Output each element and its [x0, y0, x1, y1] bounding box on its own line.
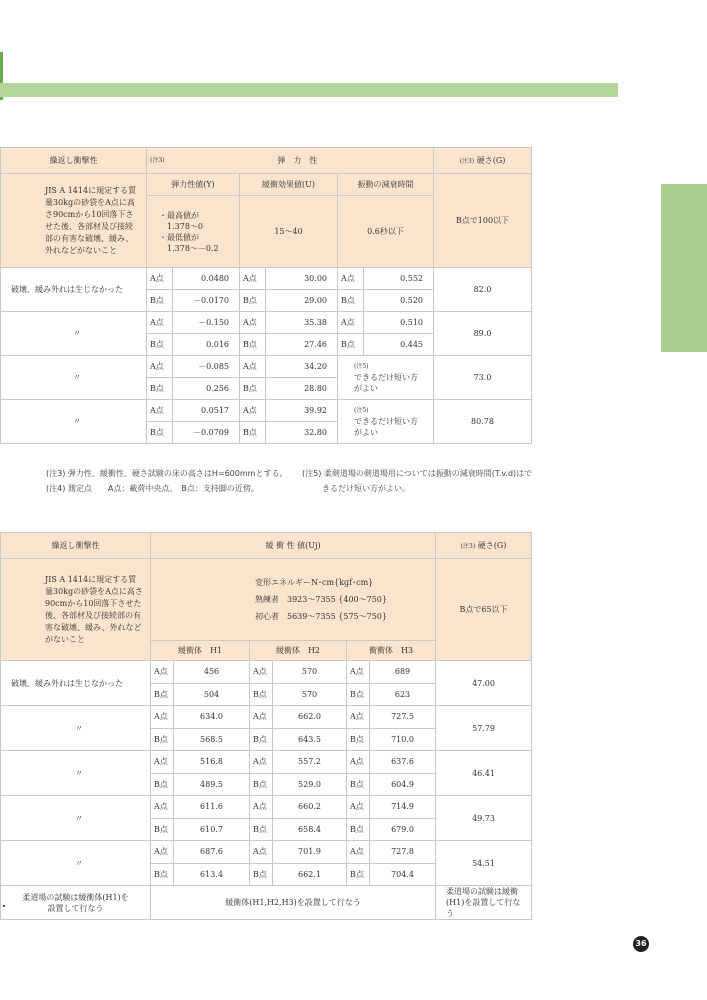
value-h1-b: 613.4: [174, 863, 250, 886]
header-cushion-uj: 緩 衝 性 値(Uj): [151, 533, 436, 559]
value-h1-b: 504: [174, 683, 250, 706]
value-u-a: 30.00: [266, 268, 338, 290]
header-repeat-impact-2: 繰返し衝撃性: [1, 533, 151, 559]
value-decay-a: 0.510: [364, 312, 434, 334]
point-label-b: B点: [151, 728, 174, 751]
value-h2-a: 662.0: [273, 706, 347, 729]
point-label-b: B点: [347, 773, 370, 796]
point-label-b: B点: [147, 290, 173, 312]
repeat-result: 〃: [1, 312, 147, 356]
hardness-value: 89.0: [434, 312, 532, 356]
margin-dot: [3, 905, 5, 907]
value-u-b: 32.80: [266, 422, 338, 444]
point-label-a: A点: [347, 751, 370, 774]
point-label-b: B点: [347, 863, 370, 886]
point-label-b: B点: [250, 728, 273, 751]
subheader-decay: 振動の減衰時間: [338, 174, 434, 196]
point-label-b: B点: [147, 422, 173, 444]
point-label-b: B点: [240, 378, 266, 400]
hardness-spec: B点で100以下: [434, 174, 532, 268]
point-label-b: B点: [240, 290, 266, 312]
point-label-b: B点: [250, 863, 273, 886]
value-h1-a: 611.6: [174, 796, 250, 819]
value-h1-b: 489.5: [174, 773, 250, 796]
value-h2-b: 529.0: [273, 773, 347, 796]
value-h1-a: 634.0: [174, 706, 250, 729]
point-label-a: A点: [338, 268, 364, 290]
value-u-b: 28.80: [266, 378, 338, 400]
cushion-table: [0, 532, 532, 920]
value-y-b: －0.0170: [173, 290, 240, 312]
value-h3-a: 689: [370, 661, 436, 684]
point-label-b: B点: [347, 728, 370, 751]
point-label-b: B点: [347, 818, 370, 841]
point-label-a: A点: [347, 706, 370, 729]
repeat-result: 破壊、緩み外れは生じなかった: [1, 661, 151, 706]
point-label-a: A点: [240, 268, 266, 290]
value-y-a: 0.0517: [173, 400, 240, 422]
point-label-b: B点: [338, 290, 364, 312]
note-3: (注3) 弾力性、緩衝性、硬さ試験の床の高さはH=600mmとする。: [46, 469, 288, 478]
value-u-b: 27.46: [266, 334, 338, 356]
value-u-a: 35.38: [266, 312, 338, 334]
decay-note: (注5) できるだけ短い方がよい: [338, 356, 434, 400]
footer-judo-right: 柔道場の試験は緩衝(H1)を設置して行なう: [436, 886, 532, 920]
value-y-b: －0.0709: [173, 422, 240, 444]
hardness-value: 47.00: [436, 661, 532, 706]
point-label-a: A点: [240, 312, 266, 334]
hardness-value: 54.51: [436, 841, 532, 886]
decay-spec: 0.6秒以下: [338, 196, 434, 268]
point-label-a: A点: [338, 312, 364, 334]
point-label-a: A点: [151, 706, 174, 729]
point-label-a: A点: [151, 751, 174, 774]
elasticity-table: [0, 147, 532, 444]
value-h1-a: 516.8: [174, 751, 250, 774]
header-elasticity: (注3) 弾 力 性: [147, 148, 434, 174]
point-label-b: B点: [151, 683, 174, 706]
repeat-result: 〃: [1, 356, 147, 400]
point-label-a: A点: [250, 796, 273, 819]
value-h2-b: 643.5: [273, 728, 347, 751]
value-h1-a: 456: [174, 661, 250, 684]
value-h3-b: 604.9: [370, 773, 436, 796]
point-label-a: A点: [151, 661, 174, 684]
value-h1-b: 568.5: [174, 728, 250, 751]
point-label-b: B点: [240, 334, 266, 356]
value-h3-a: 714.9: [370, 796, 436, 819]
repeat-result: 破壊、緩み外れは生じなかった: [1, 268, 147, 312]
header-hardness: (注3) 硬さ(G): [434, 148, 532, 174]
header-repeat-impact: 繰返し衝撃性: [1, 148, 147, 174]
subheader-cushion-u: 緩衝効果値(U): [240, 174, 338, 196]
value-h2-a: 701.9: [273, 841, 347, 864]
decay-note: (注5) できるだけ短い方がよい: [338, 400, 434, 444]
note-5-line-2: きるだけ短い方がよい。: [322, 484, 410, 493]
value-h2-a: 570: [273, 661, 347, 684]
point-label-a: A点: [347, 841, 370, 864]
point-label-b: B点: [147, 378, 173, 400]
value-decay-a: 0.552: [364, 268, 434, 290]
value-h3-b: 679.0: [370, 818, 436, 841]
footer-judo-left: 柔道場の試験は緩衝体(H1)を設置して行なう: [1, 886, 151, 920]
hardness-value: 82.0: [434, 268, 532, 312]
point-label-b: B点: [147, 334, 173, 356]
value-h3-b: 704.4: [370, 863, 436, 886]
value-h3-a: 727.8: [370, 841, 436, 864]
point-label-b: B点: [250, 773, 273, 796]
value-h2-b: 658.4: [273, 818, 347, 841]
point-label-a: A点: [250, 841, 273, 864]
subheader-h2: 緩衝体 H2: [250, 641, 347, 661]
hardness-value: 46.41: [436, 751, 532, 796]
u-spec: 15～40: [240, 196, 338, 268]
point-label-a: A点: [151, 796, 174, 819]
point-label-b: B点: [151, 773, 174, 796]
requirement-text-2: JIS A 1414に規定する質量30kgの砂袋をA点に高さ90cmから10回落下させた後、各部材及び接続部の有害な破壊、緩み、外れなどがないこと: [1, 559, 151, 661]
value-h3-a: 727.5: [370, 706, 436, 729]
point-label-b: B点: [338, 334, 364, 356]
point-label-a: A点: [250, 751, 273, 774]
requirement-text: JIS A 1414に規定する質量30kgの砂袋をA点に高さ90cmから10回落下させた後、各部材及び接続部の有害な破壊、緩み、外れなどがないこと: [1, 174, 147, 268]
subheader-elastic-y: 弾力性値(Y): [147, 174, 240, 196]
point-label-b: B点: [151, 818, 174, 841]
point-label-a: A点: [347, 661, 370, 684]
value-y-a: －0.150: [173, 312, 240, 334]
value-h2-b: 662.1: [273, 863, 347, 886]
value-h1-b: 610.7: [174, 818, 250, 841]
subheader-h1: 緩衝体 H1: [151, 641, 250, 661]
repeat-result: 〃: [1, 400, 147, 444]
hardness-value: 73.0: [434, 356, 532, 400]
point-label-a: A点: [147, 356, 173, 378]
header-hardness-2: (注3) 硬さ(G): [436, 533, 532, 559]
value-decay-b: 0.520: [364, 290, 434, 312]
hardness-value: 49.73: [436, 796, 532, 841]
point-label-a: A点: [147, 400, 173, 422]
hardness-spec-2: B点で65以下: [436, 559, 532, 661]
point-label-a: A点: [347, 796, 370, 819]
value-y-a: －0.085: [173, 356, 240, 378]
point-label-b: B点: [240, 422, 266, 444]
value-h1-a: 687.6: [174, 841, 250, 864]
point-label-b: B点: [250, 818, 273, 841]
value-y-b: 0.016: [173, 334, 240, 356]
point-label-a: A点: [250, 706, 273, 729]
point-label-b: B点: [250, 683, 273, 706]
value-h2-a: 557.2: [273, 751, 347, 774]
value-decay-b: 0.445: [364, 334, 434, 356]
page-number: 36: [633, 936, 649, 952]
subheader-h3: 衝衝体 H3: [347, 641, 436, 661]
point-label-a: A点: [240, 400, 266, 422]
repeat-result: 〃: [1, 841, 151, 886]
value-y-a: 0.0480: [173, 268, 240, 290]
value-h3-a: 637.6: [370, 751, 436, 774]
y-spec: ・最高値が 1.378～0 ・最低値が 1.378～－0.2: [147, 196, 240, 268]
point-label-a: A点: [151, 841, 174, 864]
repeat-result: 〃: [1, 796, 151, 841]
value-h2-a: 660.2: [273, 796, 347, 819]
repeat-result: 〃: [1, 706, 151, 751]
point-label-b: B点: [151, 863, 174, 886]
value-u-a: 39.92: [266, 400, 338, 422]
value-u-b: 29.00: [266, 290, 338, 312]
point-label-a: A点: [250, 661, 273, 684]
point-label-a: A点: [240, 356, 266, 378]
value-h2-b: 570: [273, 683, 347, 706]
cushion-spec: 変形エネルギーN･cm{kgf･cm} 熟練者 3923～7355 {400～750} 初心者 5639～7355 {575～750}: [151, 559, 436, 641]
hardness-value: 80.78: [434, 400, 532, 444]
value-h3-b: 710.0: [370, 728, 436, 751]
chapter-side-tab: [661, 184, 707, 352]
value-h3-b: 623: [370, 683, 436, 706]
point-label-a: A点: [147, 268, 173, 290]
point-label-a: A点: [147, 312, 173, 334]
value-y-b: 0.256: [173, 378, 240, 400]
point-label-b: B点: [347, 683, 370, 706]
footer-cushion-setup: 緩衝体(H1,H2,H3)を設置して行なう: [151, 886, 436, 920]
hardness-value: 57.79: [436, 706, 532, 751]
repeat-result: 〃: [1, 751, 151, 796]
note-4: (注4) 測定点 A点：載荷中央点。 B点：支持脚の近傍。: [46, 484, 259, 493]
value-u-a: 34.20: [266, 356, 338, 378]
note-5-line-1: (注5) 柔剣道場の剣道場用については振動の減衰時間(T.v.d)はで: [302, 469, 533, 478]
section-header-bar: [0, 83, 618, 97]
